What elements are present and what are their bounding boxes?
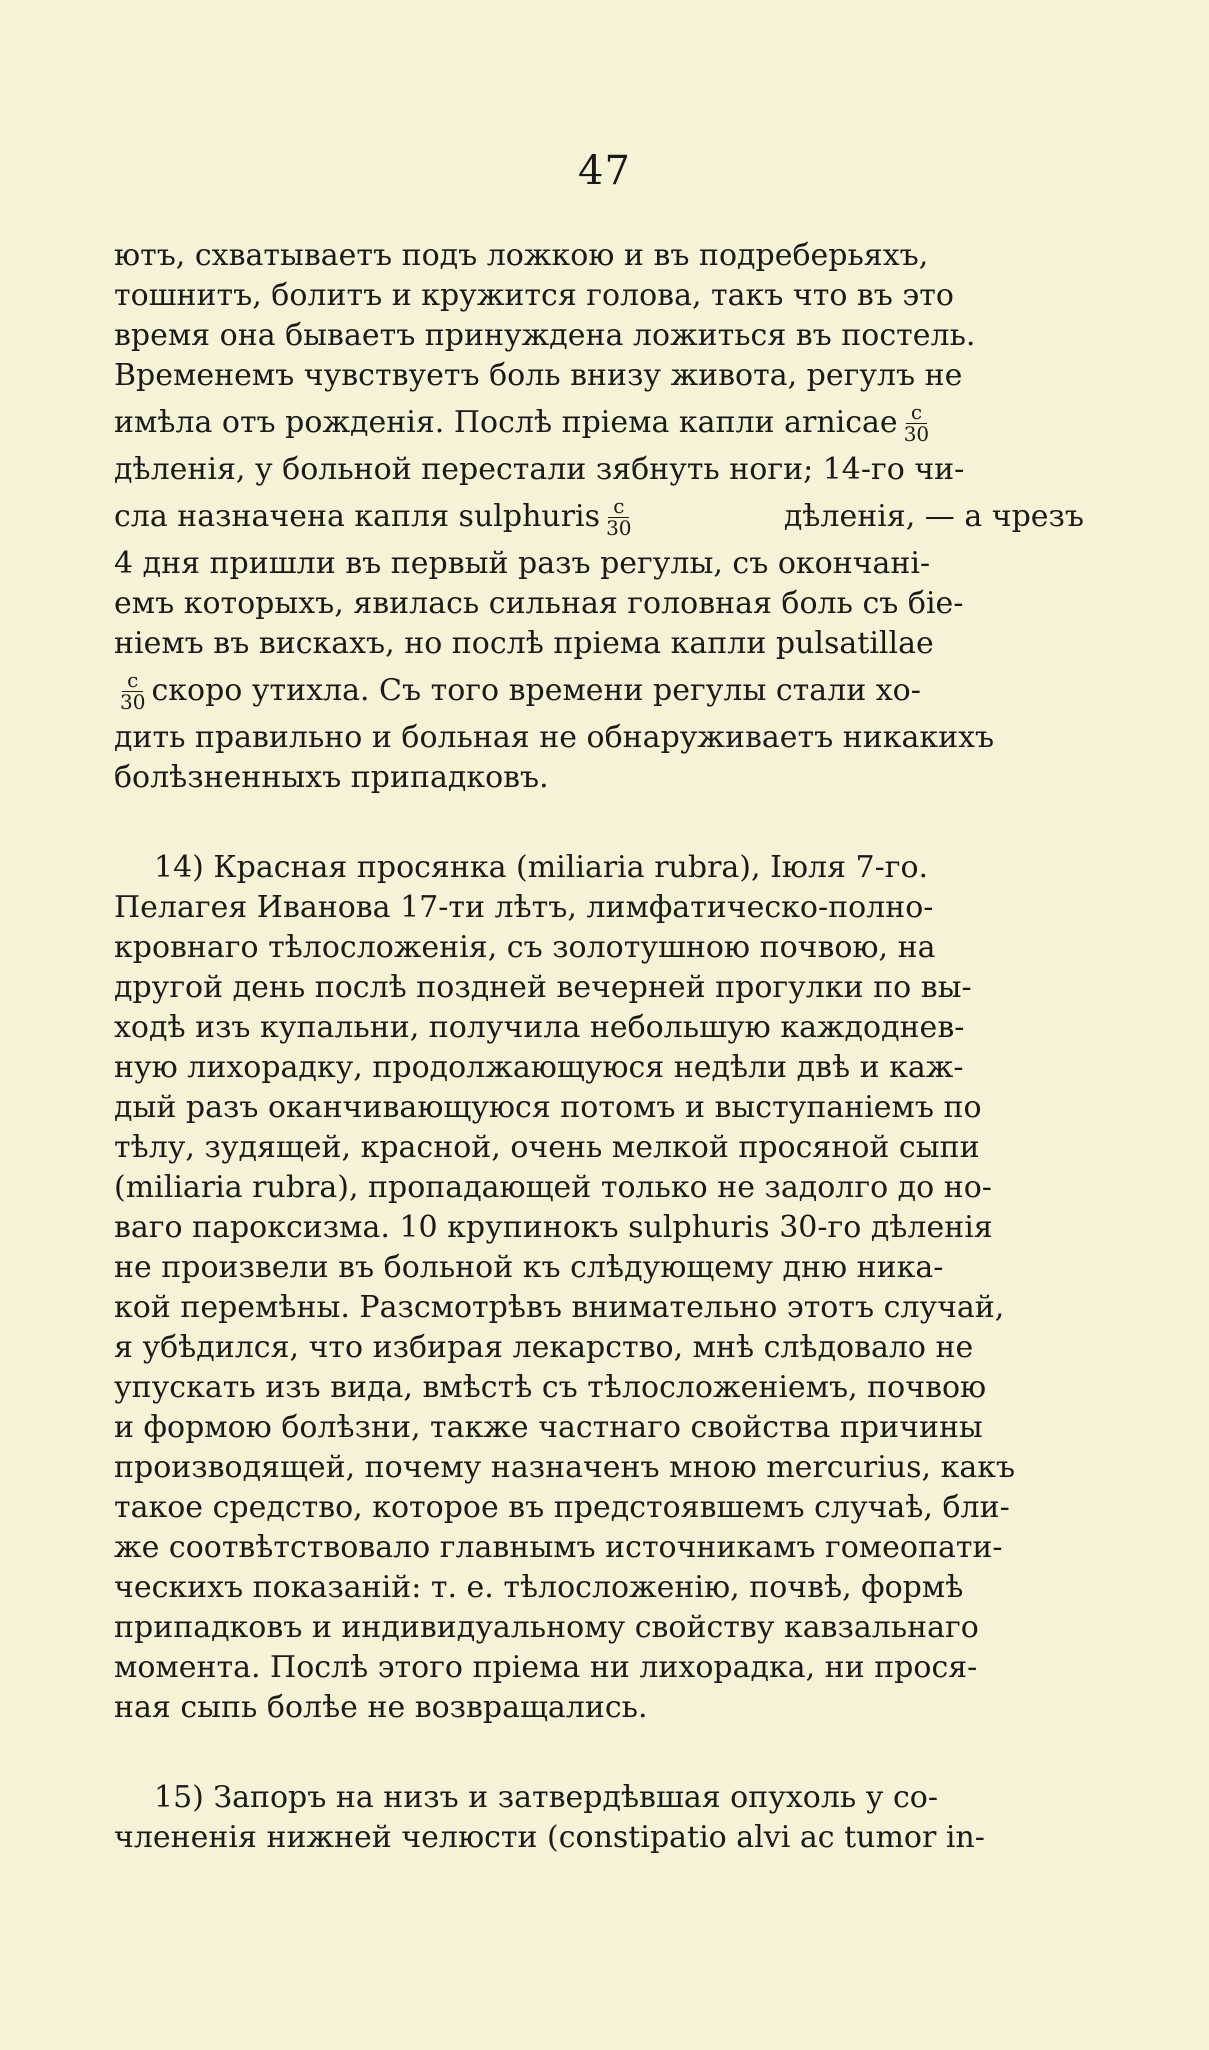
text-line: Пелагея Иванова 17-ти лѣтъ, лимфатическо-полно-	[114, 890, 934, 925]
text-line: 15) Запоръ на низъ и затвердѣвшая опухоль у со-	[154, 1780, 938, 1815]
paragraph-14	[114, 848, 1084, 1728]
text-line: тошнитъ, болитъ и кружится голова, такъ что въ это	[114, 278, 954, 313]
text-line	[114, 664, 1084, 718]
text-line: дить правильно и больная не обнаруживаетъ никакихъ	[114, 720, 995, 755]
text-line: ходѣ изъ купальни, получила небольшую каждоднев-	[114, 1010, 965, 1045]
text-line: емъ которыхъ, явилась сильная головная боль съ біе-	[114, 586, 964, 621]
text-line: кровнаго тѣлосложенія, съ золотушною почвою, на	[114, 930, 936, 965]
text-line: дый разъ оканчивающуюся потомъ и выступаніемъ по	[114, 1090, 982, 1125]
potency-fraction	[118, 667, 147, 714]
potency-fraction	[604, 493, 633, 540]
text-line: кой перемѣны. Разсмотрѣвъ внимательно этотъ случай,	[114, 1290, 1005, 1325]
text-line: я убѣдился, что избирая лекарство, мнѣ слѣдовало не	[114, 1330, 974, 1365]
text-line: момента. Послѣ этого пріема ни лихорадка, ни прося-	[114, 1650, 978, 1685]
text-line	[114, 396, 1084, 450]
fraction-denominator: 30	[903, 421, 930, 446]
text-line: 4 дня пришли въ первый разъ регулы, съ окончані-	[114, 546, 931, 581]
line-text: скоро утихла. Съ того времени регулы стали хо-	[151, 673, 921, 708]
page-number: 47	[578, 148, 631, 194]
text-line: такое средство, которое въ предстоявшемъ случаѣ, бли-	[114, 1490, 1010, 1525]
text-line: ваго пароксизма. 10 крупинокъ sulphuris 30-го дѣленія	[114, 1210, 993, 1245]
text-line: же соотвѣтствовало главнымъ источникамъ гомеопати-	[114, 1530, 1003, 1565]
paragraph-15	[114, 1778, 1084, 1858]
text-line: упускать изъ вида, вмѣстѣ съ тѣлосложеніемъ, почвою	[114, 1370, 987, 1405]
fraction-denominator: 30	[120, 689, 146, 714]
text-line: тѣлу, зудящей, красной, очень мелкой просяной сыпи	[114, 1130, 980, 1165]
line-text: имѣла отъ рожденія. Послѣ пріема капли arnicae	[114, 405, 898, 440]
fraction-numerator: c	[122, 670, 143, 692]
text-line: (miliaria rubra), пропадающей только не задолго до но-	[114, 1170, 992, 1205]
text-line: ную лихорадку, продолжающуюся недѣли двѣ и каж-	[114, 1050, 964, 1085]
text-line: дѣленія, у больной перестали зябнуть ноги; 14-го чи-	[114, 452, 965, 487]
text-line: Временемъ чувствуетъ боль внизу живота, регулъ не	[114, 358, 963, 393]
fraction-denominator: 30	[606, 515, 632, 540]
text-line: ная сыпь болѣе не возвращались.	[114, 1690, 648, 1725]
text-line: не произвели въ больной къ слѣдующему дню ника-	[114, 1250, 944, 1285]
text-line: болѣзненныхъ припадковъ.	[114, 760, 549, 795]
line-text: сла назначена капля sulphuris	[114, 499, 601, 534]
text-line: ческихъ показаній: т. е. тѣлосложенію, почвѣ, формѣ	[114, 1570, 964, 1605]
text-line: 14) Красная просянка (miliaria rubra), Іюля 7-го.	[154, 850, 929, 885]
text-line: припадковъ и индивидуальному свойству кавзальнаго	[114, 1610, 979, 1645]
text-line: ютъ, схватываетъ подъ ложкою и въ подреберьяхъ,	[114, 238, 929, 273]
fraction-numerator: c	[906, 402, 927, 424]
line-text: дѣленія, — а чрезъ	[783, 499, 1084, 534]
text-line: производящей, почему назначенъ мною mercurius, какъ	[114, 1450, 1016, 1485]
text-line: ніемъ въ вискахъ, но послѣ пріема капли pulsatillae	[114, 626, 934, 661]
text-line: члененія нижней челюсти (constipatio alvi ac tumor in-	[114, 1820, 985, 1855]
fraction-numerator: c	[608, 496, 629, 518]
paragraph-13	[114, 236, 1084, 798]
text-line: время она бываетъ принуждена ложиться въ постель.	[114, 318, 976, 353]
text-line: другой день послѣ поздней вечерней прогулки по вы-	[114, 970, 972, 1005]
text-line	[114, 490, 1084, 544]
potency-fraction	[902, 399, 931, 446]
text-line: и формою болѣзни, также частнаго свойства причины	[114, 1410, 983, 1445]
